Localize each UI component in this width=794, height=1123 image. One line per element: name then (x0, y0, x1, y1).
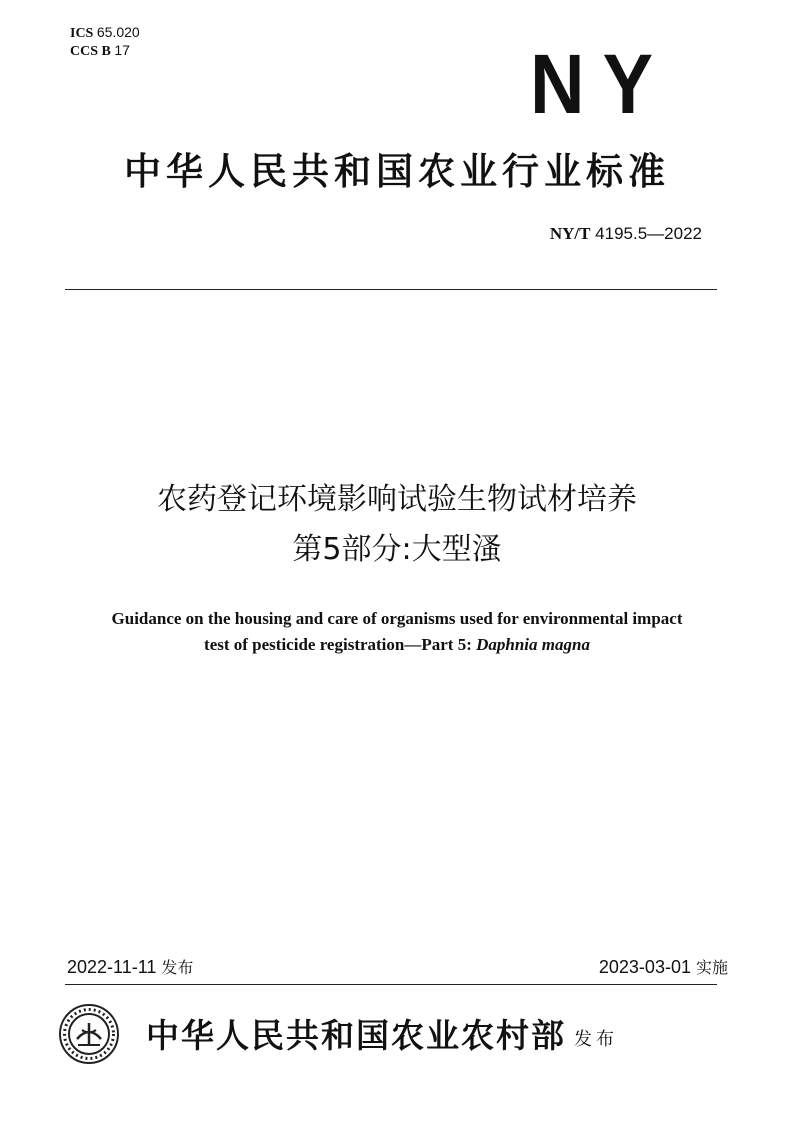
ics-code: ICS 65.020 (70, 24, 140, 41)
issuing-ministry: 中华人民共和国农业农村部 (146, 1016, 566, 1055)
effective-date: 2023-03-01 实施 (598, 957, 728, 977)
title-cn-line2: 第5部分:大型溞 (292, 532, 502, 567)
issuing-label: 发布 (574, 1029, 618, 1050)
bottom-divider (65, 984, 717, 985)
standard-name: 中华人民共和国农业行业标准 (124, 150, 670, 193)
top-divider (65, 289, 717, 290)
title-en-line1: Guidance on the housing and care of organisms used for environmental impact (111, 609, 683, 628)
classification-codes (70, 24, 140, 60)
ny-logo: NY (530, 37, 672, 131)
title-en-line2: test of pesticide registration—Part 5: Daphnia magna (204, 635, 590, 654)
issue-date: 2022-11-11 发布 (67, 957, 194, 977)
ministry-emblem-icon (58, 1003, 120, 1065)
title-cn-line1: 农药登记环境影响试验生物试材培养 (157, 482, 637, 517)
standard-number: NY/T 4195.5—2022 (549, 224, 702, 243)
ccs-code: CCS B 17 (70, 42, 130, 59)
